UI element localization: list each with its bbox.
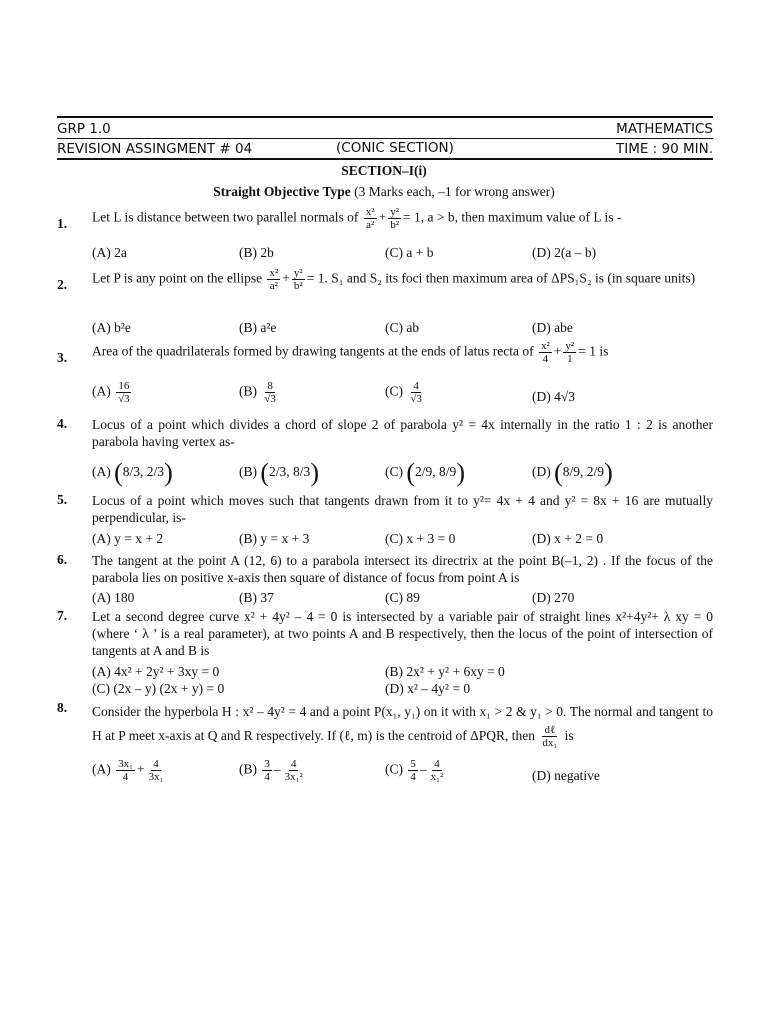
question-text: Locus of a point which divides a chord of slope 2 of parabola y² = 4x internally in the ratio 1 : 2 is another parabola having vertex as-	[92, 417, 713, 449]
option-d[interactable]: (D) x² – 4y² = 0	[385, 681, 471, 696]
question-number: 7.	[57, 608, 68, 623]
question-text: Consider the hyperbola H : x² – 4y² = 4 and a point P(x₁, y₁) on it with x₁ > 2 & y₁ > 0. The normal and tangent to H at P meet x-axis at Q and R respectively. If (ℓ, m) is the centroid of ΔPQR, then $\frac{\text{dℓ}}{\text{dx₁}}$ is	[92, 704, 713, 750]
topic-label: (CONIC SECTION)	[336, 140, 454, 156]
option-a[interactable]: (A) b²e	[92, 320, 131, 335]
question-text: Let a second degree curve x² + 4y² – 4 = 0 is intersected by a variable pair of straight lines x²+4y²+ λ xy = 0 (where ‘ λ ’ is a real parameter), at two points A and B respectively, then the locus of the point of intersection of tangents at A and B is	[92, 609, 713, 658]
question-8	[57, 700, 713, 800]
option-d[interactable]: (D) negative	[532, 768, 600, 783]
question-number: 5.	[57, 492, 68, 507]
option-b[interactable]: (B) 37	[239, 590, 274, 605]
question-number: 2.	[57, 277, 68, 292]
option-b[interactable]: (B) 2b	[239, 245, 274, 260]
frac-y2-b2: $\frac{\text{y²}}{\text{b²}}$	[390, 206, 400, 231]
option-a[interactable]: (A) $\frac{\text{3x₁}}{4}$ + $\frac{4}{\text{3x₁}}$	[92, 758, 164, 783]
question-text: The tangent at the point A (12, 6) to a parabola intersect its directrix at the point B(–1, 2) . If the focus of the parabola lies on positive x-axis then square of distance of focus from point A is	[92, 553, 713, 585]
header-bottom-rule	[57, 158, 713, 160]
option-c[interactable]: (C) a + b	[385, 245, 434, 260]
group-label: GRP 1.0	[57, 120, 111, 137]
option-a[interactable]: (A) $\frac{16}{√3}$	[92, 380, 130, 405]
question-1	[57, 206, 713, 266]
section-type-bold: Straight Objective Type	[213, 184, 351, 199]
assignment-label: REVISION ASSINGMENT # 04	[57, 140, 253, 157]
option-b[interactable]: (B) a²e	[239, 320, 277, 335]
question-number: 8.	[57, 700, 68, 715]
option-d[interactable]: (D) abe	[532, 320, 573, 335]
option-a[interactable]: (A) (8/3, 2/3)	[92, 458, 173, 487]
option-d[interactable]: (D) 2(a – b)	[532, 245, 597, 260]
frac-x2-a2: $\frac{\text{x²}}{\text{a²}}$	[269, 267, 279, 292]
frac-y2-b2: $\frac{\text{y²}}{\text{b²}}$	[293, 267, 303, 292]
question-text: Area of the quadrilaterals formed by drawing tangents at the ends of latus recta of $\frac{\text{x²}}{4}$ + $\frac{\text{y²}}{1}$ = 1 is	[92, 340, 609, 365]
section-type	[0, 184, 768, 200]
option-b[interactable]: (B) $\frac{3}{4}$ – $\frac{4}{\text{3x₁²}}$	[239, 758, 303, 783]
section-title: SECTION–I(i)	[341, 163, 427, 178]
option-c[interactable]: (C) $\frac{5}{4}$ – $\frac{4}{\text{x₁²}}$	[385, 758, 444, 783]
option-a[interactable]: (A) 180	[92, 590, 135, 605]
header-row-1	[57, 119, 713, 138]
option-a[interactable]: (A) 4x² + 2y² + 3xy = 0	[92, 664, 220, 679]
option-a[interactable]: (A) y = x + 2	[92, 531, 164, 546]
frac-x2-4: $\frac{\text{x²}}{4}$	[540, 340, 550, 365]
option-c[interactable]: (C) $\frac{4}{√3}$	[385, 380, 422, 405]
time-label: TIME : 90 MIN.	[615, 140, 713, 157]
question-4	[57, 414, 713, 492]
option-d[interactable]: (D) (8/9, 2/9)	[532, 458, 613, 487]
top-rule	[57, 116, 713, 118]
question-text: Let L is distance between two parallel normals of $\frac{\text{x²}}{\text{a²}}$ + $\frac{\text{y²}}{\text{b²}}$ = 1, a > b, then maximum value of L is -	[92, 206, 622, 231]
option-c[interactable]: (C) 89	[385, 590, 420, 605]
question-3	[57, 340, 713, 415]
frac-x2-a2: $\frac{\text{x²}}{\text{a²}}$	[365, 206, 375, 231]
frac-dl-dx1: $\frac{\text{dℓ}}{\text{dx₁}}$	[542, 724, 558, 750]
question-number: 4.	[57, 416, 68, 431]
question-number: 6.	[57, 552, 68, 567]
option-b[interactable]: (B) (2/3, 8/3)	[239, 458, 319, 487]
option-b[interactable]: (B) y = x + 3	[239, 531, 310, 546]
option-c[interactable]: (C) (2x – y) (2x + y) = 0	[92, 681, 225, 696]
subject-label: MATHEMATICS	[616, 120, 713, 137]
question-6	[57, 552, 713, 610]
section-type-note: (3 Marks each, –1 for wrong answer)	[354, 184, 555, 199]
option-a[interactable]: (A) 2a	[92, 245, 127, 260]
question-2	[57, 264, 713, 339]
option-d[interactable]: (D) 270	[532, 590, 575, 605]
question-7	[57, 608, 713, 700]
question-number: 3.	[57, 350, 68, 365]
option-c[interactable]: (C) ab	[385, 320, 420, 335]
option-c[interactable]: (C) x + 3 = 0	[385, 531, 456, 546]
question-number: 1.	[57, 216, 68, 231]
option-d[interactable]: (D) 4√3	[532, 389, 576, 404]
frac-y2-1: $\frac{\text{y²}}{1}$	[565, 340, 575, 365]
question-text: Let P is any point on the ellipse $\frac{\text{x²}}{\text{a²}}$ + $\frac{\text{y²}}{\text{b²}}$ = 1. S₁ and S₂ its foci then maximum area of ΔPS₁S₂ is (in square units)	[92, 267, 696, 292]
question-text: Locus of a point which moves such that tangents drawn from it to y²= 4x + 4 and y² = 8x + 16 are mutually perpendicular, is-	[92, 493, 713, 525]
option-b[interactable]: (B) $\frac{8}{√3}$	[239, 380, 276, 405]
question-5	[57, 492, 713, 552]
option-b[interactable]: (B) 2x² + y² + 6xy = 0	[385, 664, 505, 679]
option-c[interactable]: (C) (2/9, 8/9)	[385, 458, 465, 487]
option-d[interactable]: (D) x + 2 = 0	[532, 531, 604, 546]
